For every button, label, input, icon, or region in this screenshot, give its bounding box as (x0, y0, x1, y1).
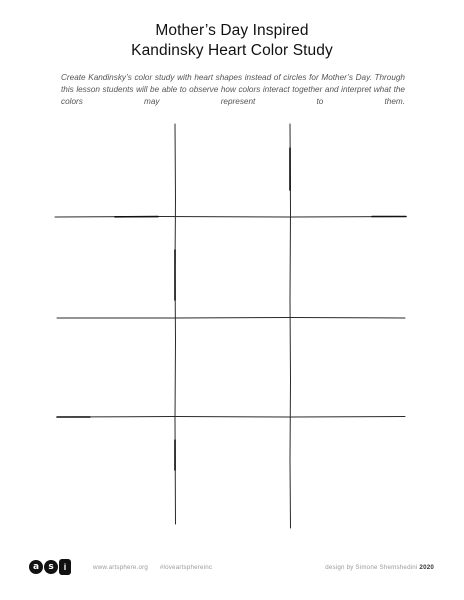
artsphere-logo (29, 557, 71, 577)
credit-prefix: design by Simone Shemshedini (325, 564, 418, 571)
grid-horizontal-line-2 (57, 318, 405, 319)
grid-horizontal-line-3 (57, 417, 405, 418)
design-credit (325, 564, 434, 571)
page-title-line-1: Mother’s Day Inspired (155, 22, 309, 39)
website-link[interactable]: www.artsphere.org (93, 564, 148, 571)
grid-horizontal-line-1 (55, 217, 406, 218)
footer-links (93, 564, 222, 571)
logo-letter-i: i (59, 559, 71, 575)
hashtag-text: #loveartsphereinc (159, 564, 213, 571)
credit-year: 2020 (419, 564, 434, 571)
page-title-line-2: Kandinsky Heart Color Study (131, 42, 333, 59)
footer (0, 556, 464, 580)
logo-letter-a: a (29, 560, 43, 574)
logo-letter-s: s (44, 560, 58, 574)
lesson-description: Create Kandinsky’s color study with heart shapes instead of circles for Mother’s Day. Through this lesson students will be able to observe how colors interact together and interpret what the colors may represent to them. (61, 73, 405, 106)
